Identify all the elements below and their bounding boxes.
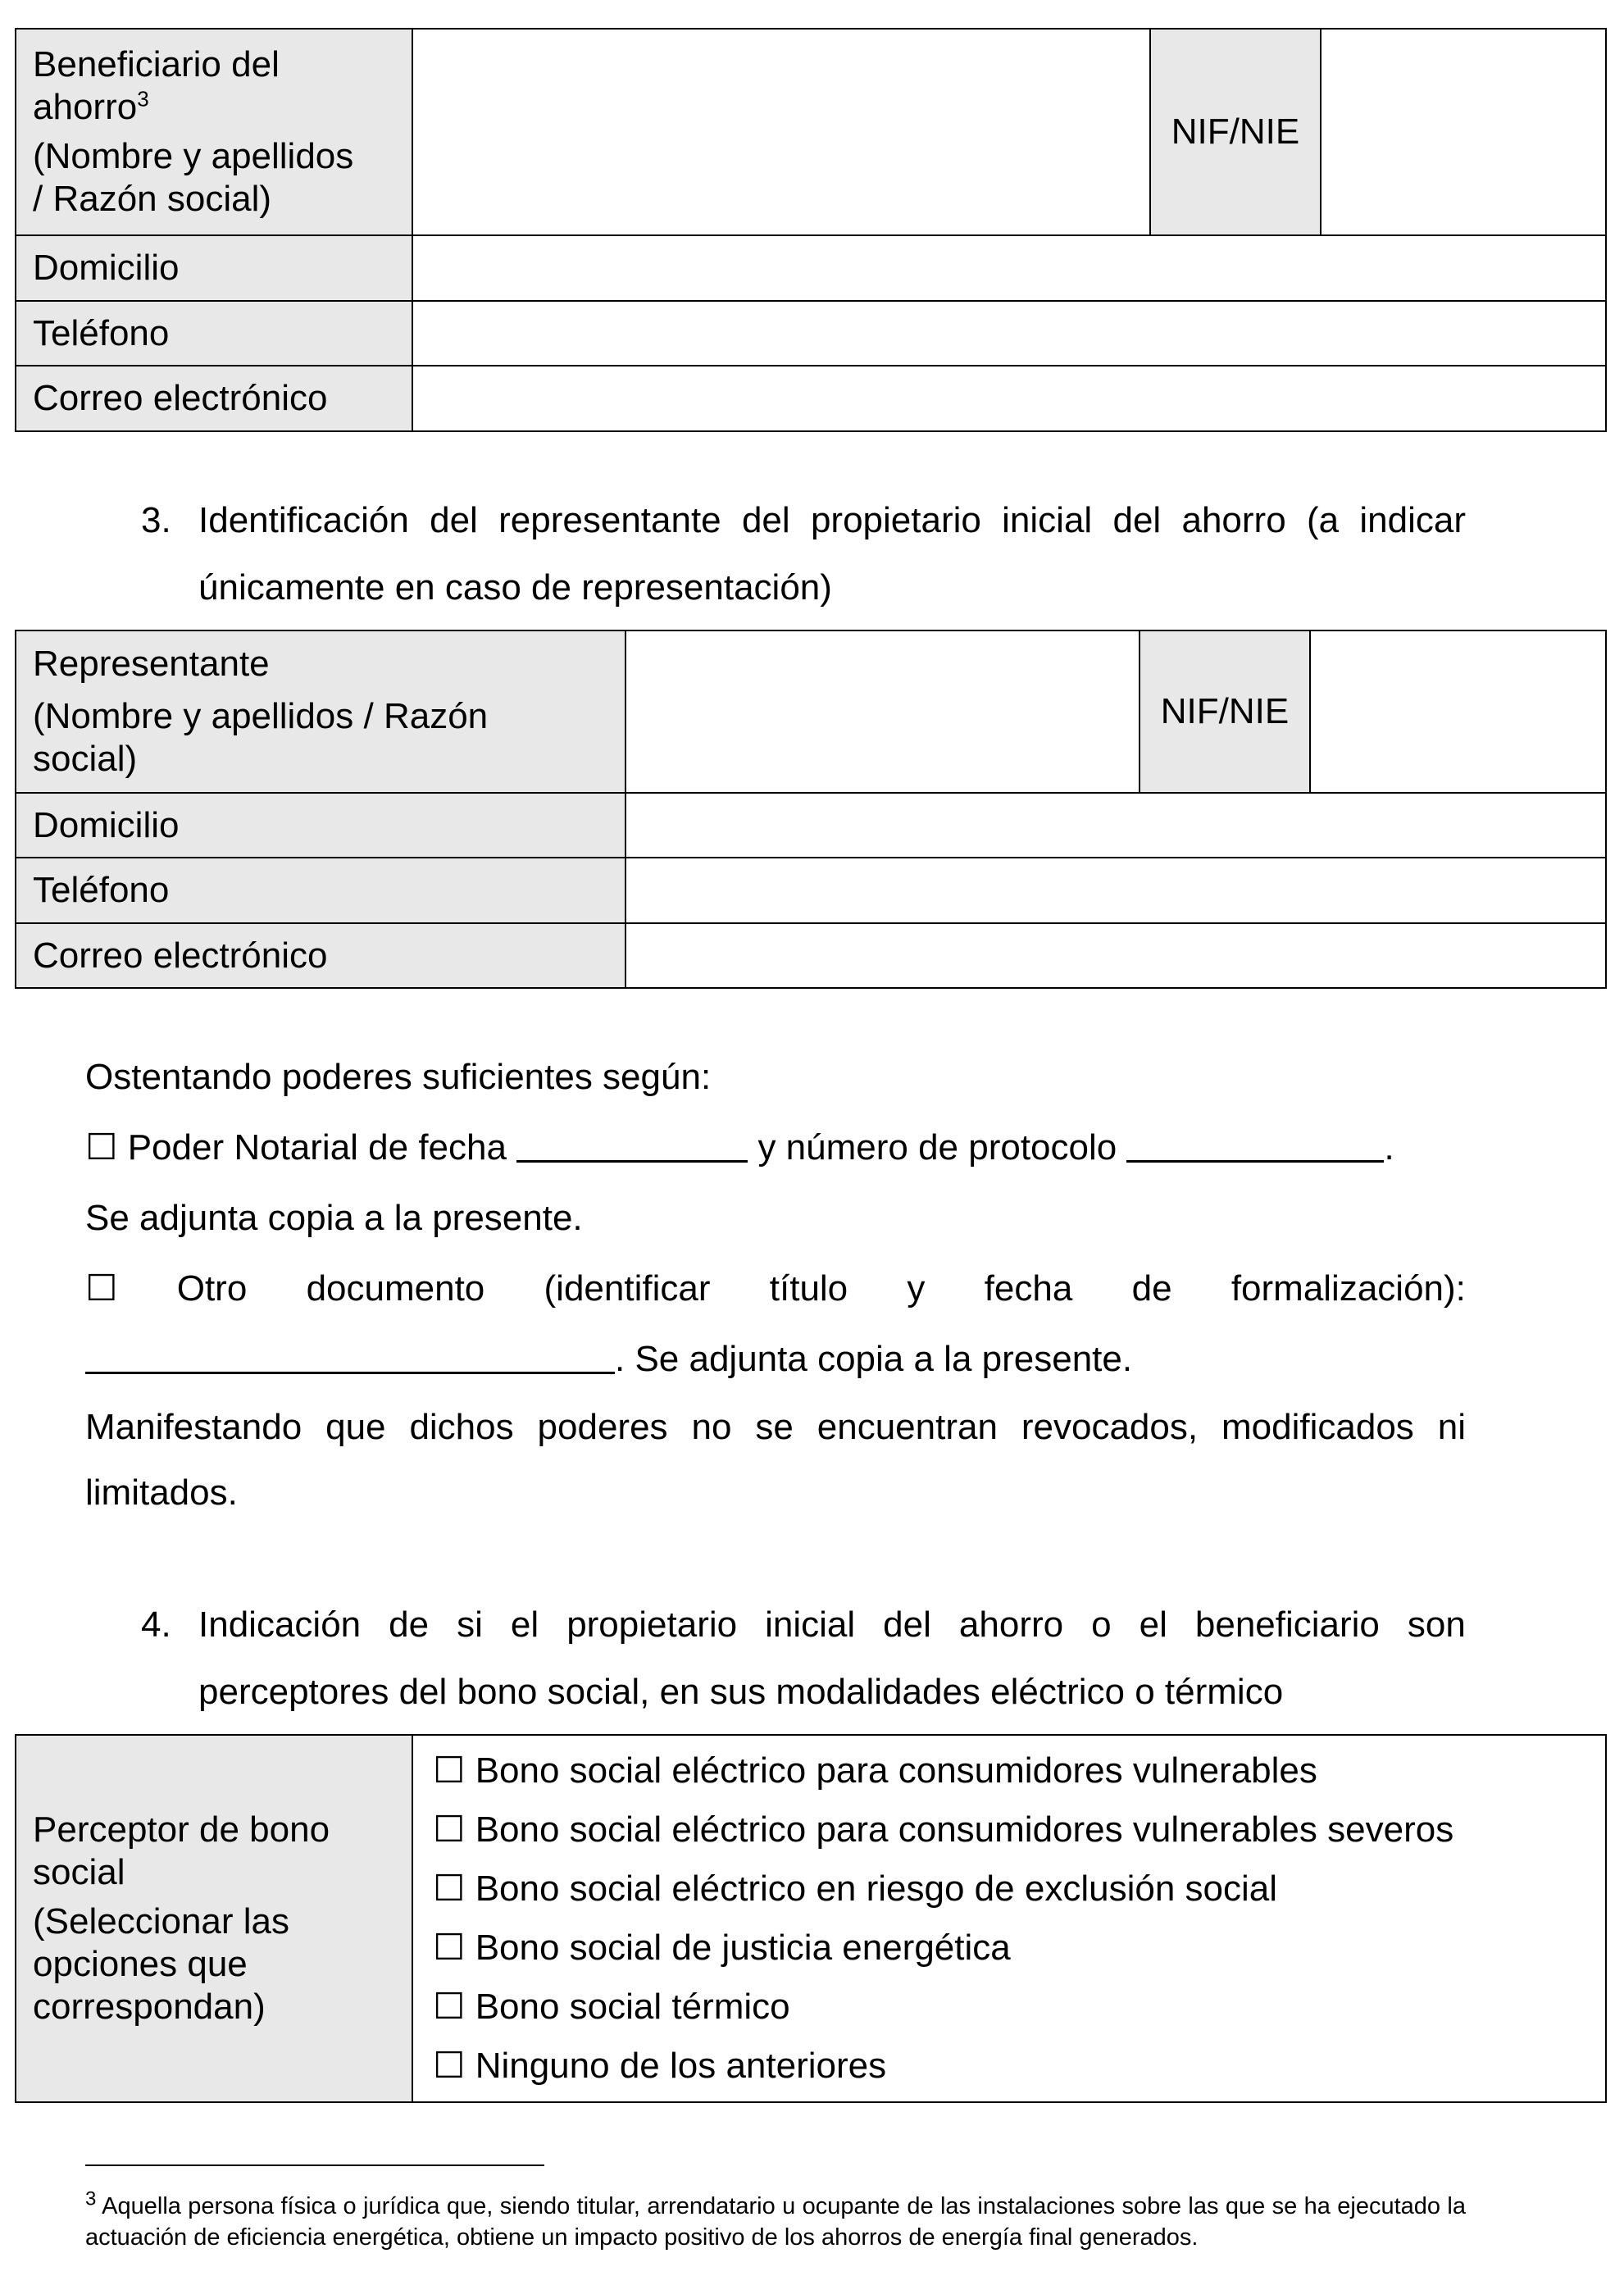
manifest-line2: limitados. [85, 1473, 238, 1513]
representative-phone-field[interactable] [625, 858, 1606, 923]
beneficiary-address-field[interactable] [412, 235, 1606, 301]
section-3-title-line1: Identificación del representante del propietario inicial del ahorro (a indicar [198, 500, 1466, 540]
representative-phone-label: Teléfono [16, 858, 625, 923]
beneficiary-phone-label: Teléfono [16, 301, 412, 366]
beneficiary-nif-label: NIF/NIE [1150, 29, 1321, 235]
section-3-heading [141, 487, 1466, 621]
representative-name-field[interactable] [625, 630, 1140, 793]
representative-name-label: Representante (Nombre y apellidos / Razón social) [16, 630, 625, 793]
social-bonus-option[interactable]: ☐ Bono social eléctrico para consumidores vulnerables severos [433, 1800, 1589, 1859]
notarial-power-checkbox[interactable]: ☐ [85, 1127, 118, 1168]
beneficiary-name-field[interactable] [412, 29, 1150, 235]
manifest-line1: Manifestando que dichos poderes no se encuentran revocados, modificados ni [85, 1407, 1466, 1447]
option-checkbox[interactable]: ☐ [433, 2046, 466, 2086]
representative-address-label: Domicilio [16, 793, 625, 858]
beneficiary-name-label: Beneficiario del ahorro$^3$ (Nombre y apellidos / Razón social) [16, 29, 412, 235]
representative-email-field[interactable] [625, 923, 1606, 988]
social-bonus-label: Perceptor de bono social (Seleccionar las opciones que correspondan) [16, 1735, 412, 2102]
beneficiary-address-label: Domicilio [16, 235, 412, 301]
option-checkbox[interactable]: ☐ [433, 1809, 466, 1850]
powers-paragraph [85, 1042, 1466, 1526]
powers-intro: Ostentando poderes suficientes según: [85, 1057, 712, 1097]
representative-table [15, 630, 1607, 989]
option-checkbox[interactable]: ☐ [433, 1750, 466, 1791]
option-checkbox[interactable]: ☐ [433, 1928, 466, 1968]
beneficiary-nif-field[interactable] [1321, 29, 1606, 235]
social-bonus-option[interactable]: ☐ Bono social térmico [433, 1978, 1589, 2037]
beneficiary-phone-field[interactable] [412, 301, 1606, 366]
footnote-text: Aquella persona física o jurídica que, siendo titular, arrendatario u ocupante de las instalaciones sobre las que se ha ejecutado la actuación de eficiencia energética, obtiene un impacto positivo de los ahorros de energía final generados. [85, 2193, 1466, 2251]
protocol-label: y número de protocolo [757, 1127, 1117, 1168]
social-bonus-options [412, 1735, 1606, 2102]
section-3-title-line2: únicamente en caso de representación) [198, 567, 832, 608]
section-4-title-line1: Indicación de si el propietario inicial del ahorro o el beneficiario son [198, 1605, 1466, 1645]
beneficiary-email-field[interactable] [412, 366, 1606, 431]
other-document-field[interactable] [85, 1324, 615, 1374]
social-bonus-table [15, 1734, 1607, 2103]
notarial-attach-copy: Se adjunta copia a la presente. [85, 1198, 583, 1238]
other-document-attach-row: . Se adjunta copia a la presente. [85, 1324, 1466, 1395]
section-4-title-line2: perceptores del bono social, en sus modalidades eléctrico o térmico [198, 1672, 1284, 1712]
section-4-number: 4. [141, 1605, 171, 1645]
option-checkbox[interactable]: ☐ [433, 1869, 466, 1909]
beneficiary-table [15, 28, 1607, 432]
representative-address-field[interactable] [625, 793, 1606, 858]
representative-email-label: Correo electrónico [16, 923, 625, 988]
section-3-number: 3. [141, 500, 171, 540]
representative-nif-label: NIF/NIE [1140, 630, 1310, 793]
notarial-power-label: Poder Notarial de fecha [127, 1127, 507, 1168]
social-bonus-option[interactable]: ☐ Bono social de justicia energética [433, 1919, 1589, 1978]
footnote-separator [85, 2164, 544, 2166]
footnote-mark: 3 [85, 2187, 97, 2210]
notarial-date-field[interactable] [516, 1113, 748, 1163]
protocol-number-field[interactable] [1126, 1113, 1384, 1163]
footnote [85, 2187, 1466, 2253]
notarial-power-row: ☐ Poder Notarial de fecha y número de protocolo . [85, 1113, 1466, 1183]
representative-nif-field[interactable] [1310, 630, 1606, 793]
other-document-checkbox[interactable]: ☐ [85, 1268, 118, 1309]
social-bonus-option[interactable]: ☐ Ninguno de los anteriores [433, 2037, 1589, 2096]
section-4-heading [141, 1591, 1466, 1726]
footnote-ref: 3 [137, 86, 149, 112]
beneficiary-email-label: Correo electrónico [16, 366, 412, 431]
option-checkbox[interactable]: ☐ [433, 1987, 466, 2027]
social-bonus-option[interactable]: ☐ Bono social eléctrico en riesgo de exclusión social [433, 1859, 1589, 1919]
social-bonus-option[interactable]: ☐ Bono social eléctrico para consumidores vulnerables [433, 1741, 1589, 1800]
other-document-row: ☐ Otro documento (identificar título y fecha de formalización): [85, 1254, 1466, 1324]
